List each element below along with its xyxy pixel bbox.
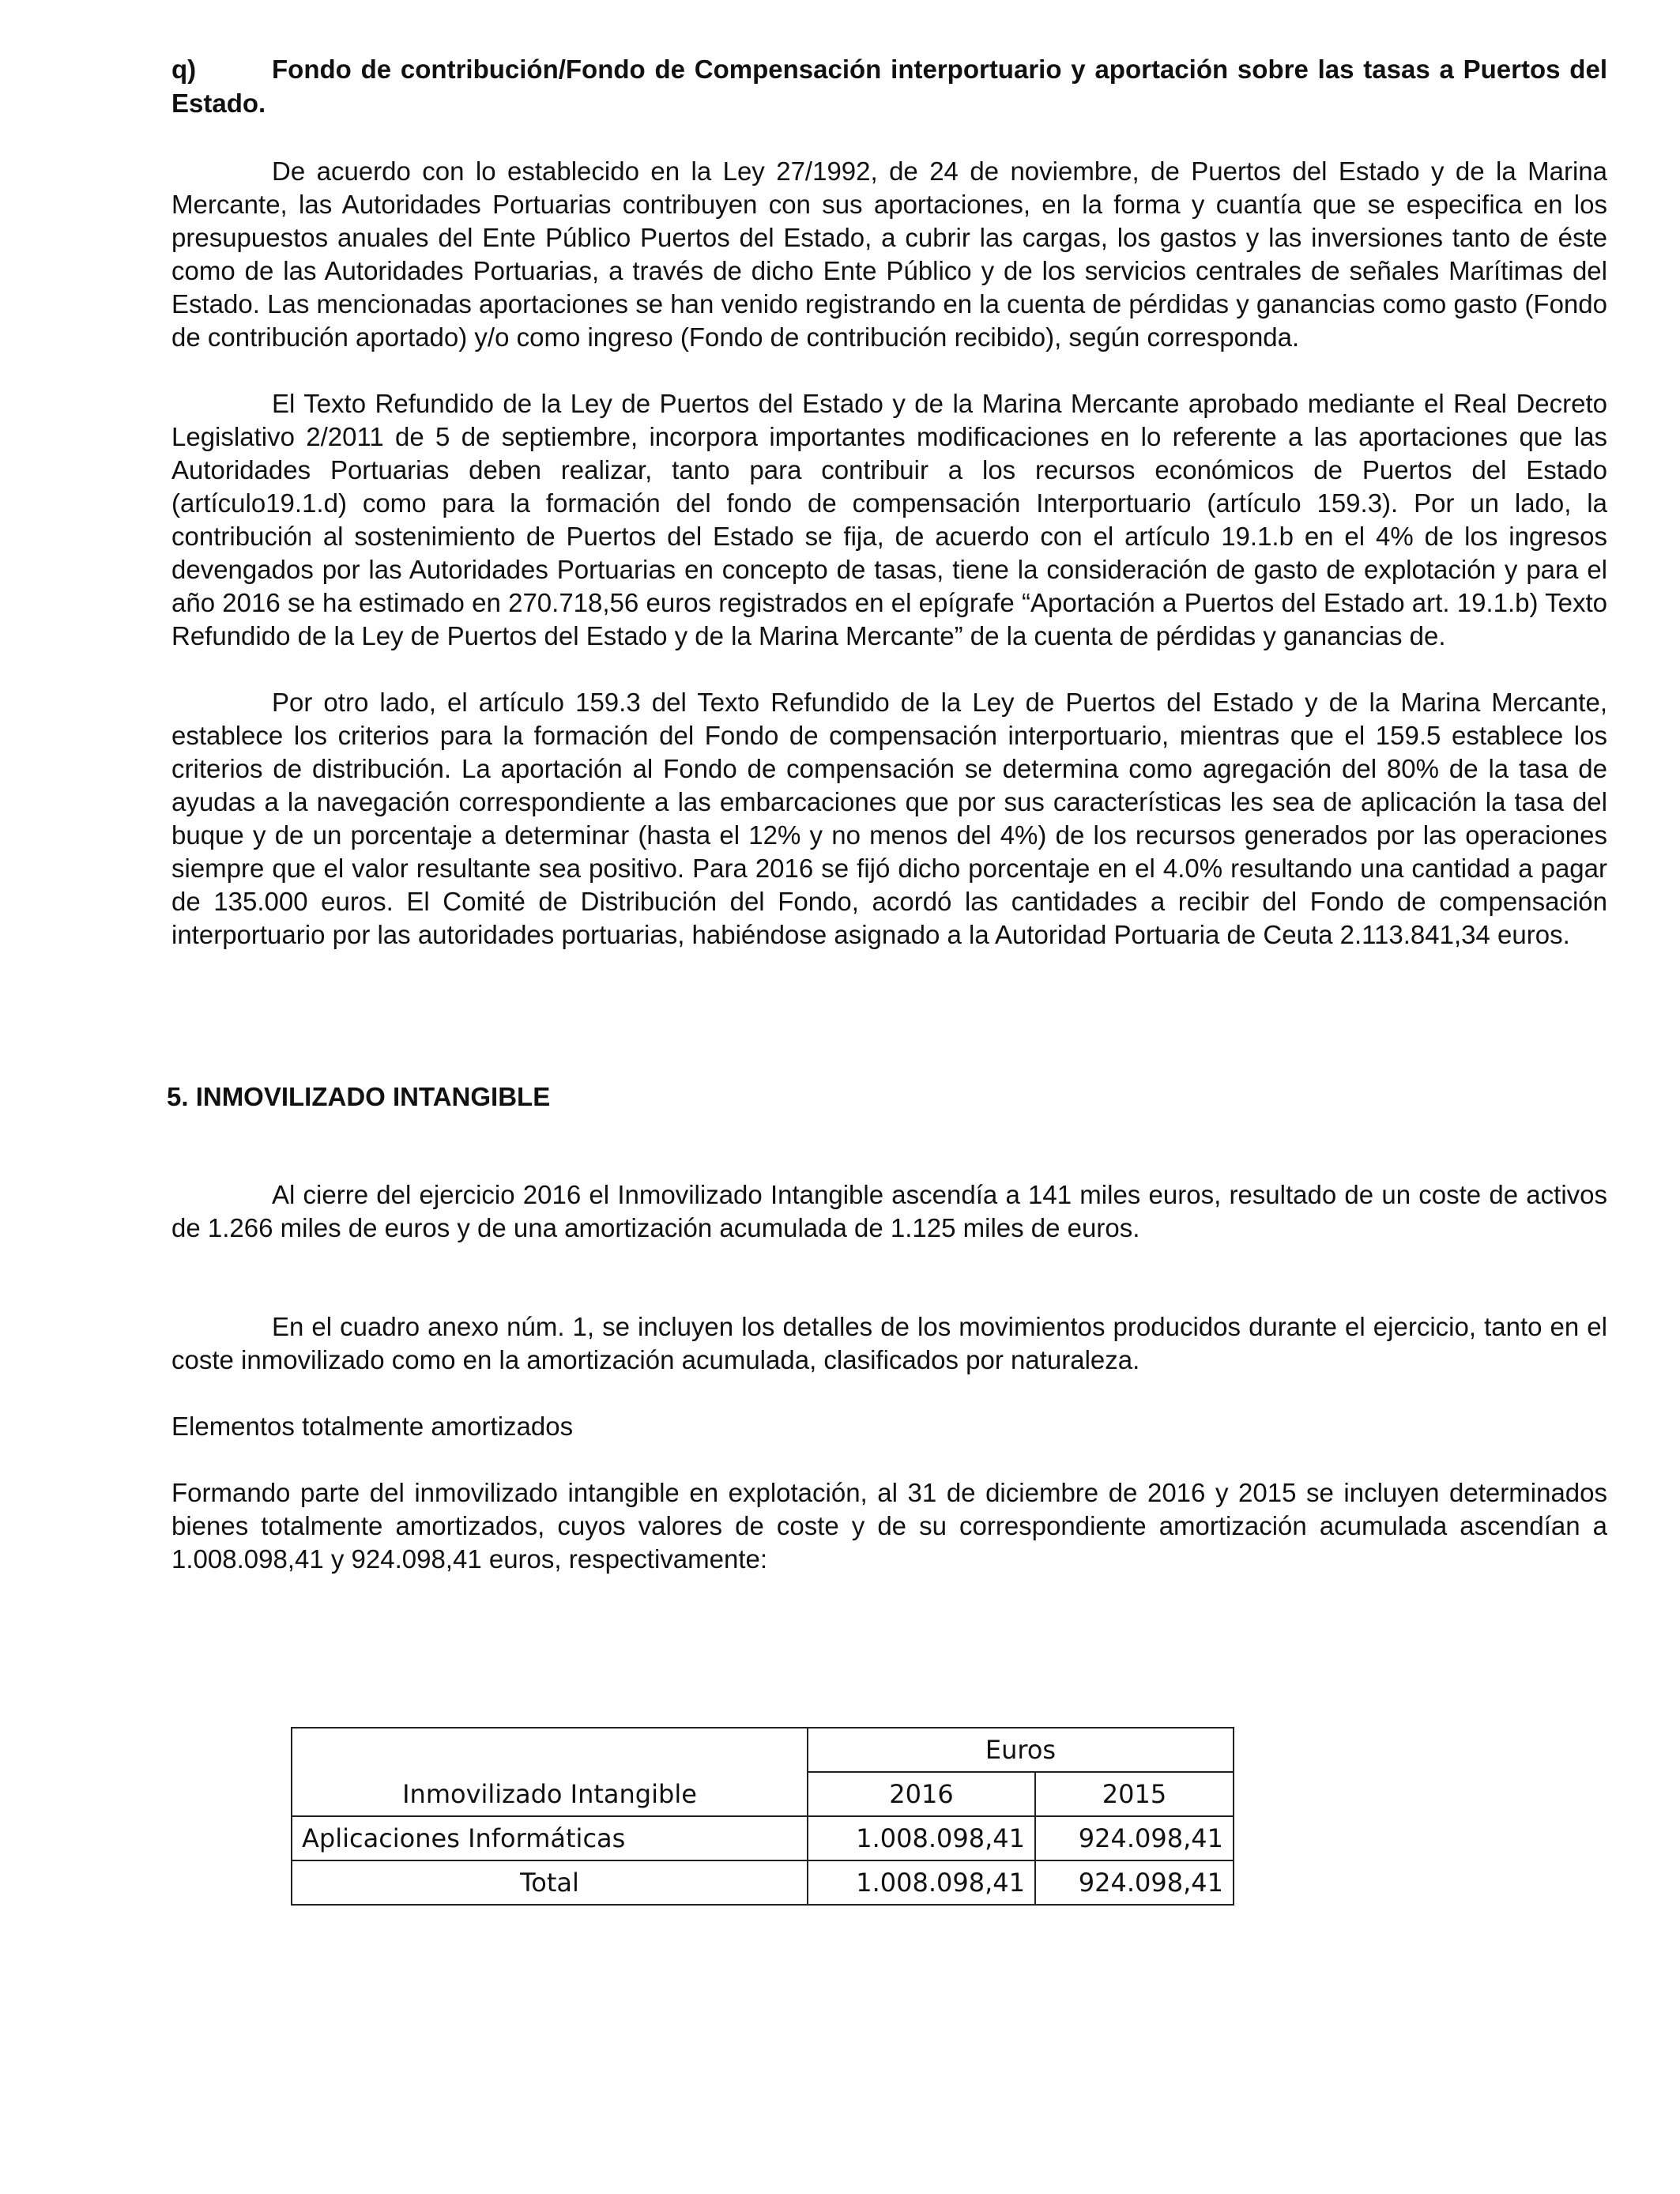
- section-q-paragraph-2: El Texto Refundido de la Ley de Puertos del Estado y de la Marina Mercante aprobado mediante el Real Decreto Legislativo 2/2011 de 5 de septiembre, incorpora importantes modificaciones en lo referente a las aportaciones que las Autoridades Portuarias deben realizar, tanto para contribuir a los recursos económicos de Puertos del Estado (artículo19.1.d) como para la formación del fondo de compensación Interportuario (artículo 159.3). Por un lado, la contribución al sostenimiento de Puertos del Estado se fija, de acuerdo con el artículo 19.1.b en el 4% de los ingresos devengados por las Autoridades Portuarias en concepto de tasas, tiene la consideración de gasto de explotación y para el año 2016 se ha estimado en 270.718,56 euros registrados en el epígrafe “Aportación a Puertos del Estado art. 19.1.b) Texto Refundido de la Ley de Puertos del Estado y de la Marina Mercante” de la cuenta de pérdidas y ganancias de.: [171, 389, 1607, 650]
- table-year-2015: 2015: [1035, 1772, 1234, 1816]
- table-row-label: Aplicaciones Informáticas: [292, 1816, 808, 1860]
- section-q-paragraph-1: De acuerdo con lo establecido en la Ley 27/1992, de 24 de noviembre, de Puertos del Estado y de la Marina Mercante, las Autoridades Portuarias contribuyen con sus aportaciones, en la forma y cuantía que se especifica en los presupuestos anuales del Ente Público Puertos del Estado, a cubrir las cargas, los gastos y las inversiones tanto de éste como de las Autoridades Portuarias, a través de dicho Ente Público y de los servicios centrales de señales Marítimas del Estado. Las mencionadas aportaciones se han venido registrando en la cuenta de pérdidas y ganancias como gasto (Fondo de contribución aportado) y/o como ingreso (Fondo de contribución recibido), según corresponda.: [171, 156, 1607, 352]
- table-cell-2016: 1.008.098,41: [808, 1816, 1035, 1860]
- table-group-header: Euros: [808, 1728, 1234, 1772]
- section-5-paragraph-2: En el cuadro anexo núm. 1, se incluyen los detalles de los movimientos producidos durante el ejercicio, tanto en el coste inmovilizado como en la amortización acumulada, clasificados por naturaleza.: [171, 1312, 1607, 1374]
- section-q-letter: q): [171, 55, 197, 84]
- section-5-subheading: Elementos totalmente amortizados: [171, 1412, 574, 1441]
- table-header-empty-cell: [292, 1728, 808, 1772]
- table-cell-2015: 924.098,41: [1035, 1816, 1234, 1860]
- table-total-label: Total: [292, 1860, 808, 1905]
- section-5-title: 5. INMOVILIZADO INTANGIBLE: [167, 1082, 551, 1111]
- section-q-title: Fondo de contribución/Fondo de Compensación interportuario y aportación sobre las tasas a Puertos del Estado.: [171, 55, 1607, 118]
- section-q-paragraph-3: Por otro lado, el artículo 159.3 del Texto Refundido de la Ley de Puertos del Estado y de la Marina Mercante, establece los criterios para la formación del Fondo de compensación interportuario, mientras que el 159.5 establece los criterios de distribución. La aportación al Fondo de compensación se determina como agregación del 80% de la tasa de ayudas a la navegación correspondiente a las embarcaciones que por sus características les sea de aplicación la tasa del buque y de un porcentaje a determinar (hasta el 12% y no menos del 4%) de los recursos generados por las operaciones siempre que el valor resultante sea positivo. Para 2016 se fijó dicho porcentaje en el 4.0% resultando una cantidad a pagar de 135.000 euros. El Comité de Distribución del Fondo, acordó las cantidades a recibir del Fondo de compensación interportuario por las autoridades portuarias, habiéndose asignado a la Autoridad Portuaria de Ceuta 2.113.841,34 euros.: [171, 688, 1607, 949]
- table-total-row: [292, 1860, 1234, 1905]
- table-header-row-2: [292, 1772, 1234, 1816]
- table-year-2016: 2016: [808, 1772, 1035, 1816]
- table-total-2015: 924.098,41: [1035, 1860, 1234, 1905]
- fully-amortized-table: [291, 1727, 1234, 1906]
- table-header-row-1: [292, 1728, 1234, 1772]
- document-page: [167, 51, 1607, 1576]
- section-5-paragraph-1: Al cierre del ejercicio 2016 el Inmovilizado Intangible ascendía a 141 miles euros, resultado de un coste de activos de 1.266 miles de euros y de una amortización acumulada de 1.125 miles de euros.: [171, 1180, 1607, 1242]
- table-row: [292, 1816, 1234, 1860]
- table-total-2016: 1.008.098,41: [808, 1860, 1035, 1905]
- section-5-paragraph-3: Formando parte del inmovilizado intangible en explotación, al 31 de diciembre de 2016 y 2015 se incluyen determinados bienes totalmente amortizados, cuyos valores de coste y de su correspondiente amortización acumulada ascendían a 1.008.098,41 y 924.098,41 euros, respectivamente:: [171, 1478, 1607, 1574]
- section-q-heading: [171, 52, 1607, 120]
- table-row-header: Inmovilizado Intangible: [292, 1772, 808, 1816]
